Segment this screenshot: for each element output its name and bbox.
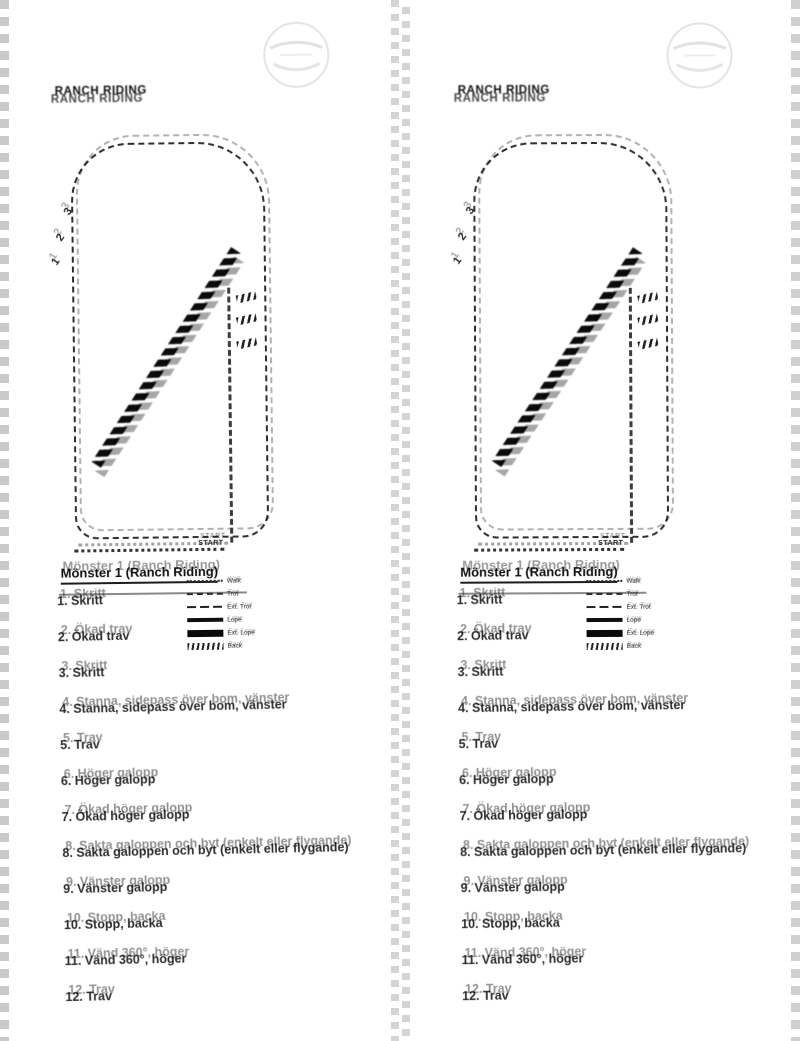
maneuver-item: 10. Stopp, backa — [63, 916, 163, 933]
page-right — [400, 0, 800, 1041]
legend-row — [586, 575, 702, 586]
legend-sample-walk — [187, 580, 223, 582]
seal-icon — [260, 18, 333, 91]
path-marker: 1 — [451, 254, 465, 267]
maneuver-item: 1. Skritt — [456, 592, 503, 608]
maneuver-item: 2. Ökad trav — [456, 628, 529, 644]
maneuver-item: 10. Stopp, backa — [461, 915, 560, 932]
maneuver-item: 7. Ökad höger galopp — [61, 807, 190, 825]
maneuver-item: 8. Sakta galoppen och byt (enkelt eller flygande) — [62, 840, 349, 861]
embossed-seal-watermark — [260, 18, 333, 91]
maneuver-item: 3. Skritt — [457, 664, 504, 680]
maneuver-item: 6. Höger galopp — [459, 771, 554, 788]
maneuver-item: 11. Vänd 360°, höger — [64, 951, 187, 969]
legend-label: Ext. Lope — [227, 628, 255, 637]
path-marker: 1 — [49, 255, 63, 268]
pattern-header: Mönster 1 (Ranch Riding) — [61, 564, 219, 585]
maneuver-item: 4. Stanna, sidepass över bom, vänster — [59, 697, 287, 717]
maneuver-list — [457, 590, 798, 1027]
start-label: START — [598, 539, 624, 548]
maneuver-item: 8. Sakta galoppen och byt (enkelt eller flygande) — [460, 841, 747, 860]
document-title: RANCH RIDING — [457, 84, 550, 97]
legend-label: Trot — [226, 590, 239, 598]
path-marker: 3 — [463, 204, 478, 217]
legend-label: Walk — [226, 577, 241, 585]
start-dotted-line — [74, 548, 224, 553]
legend-label: Ext. Lope — [626, 629, 655, 637]
legend-label: Trot — [626, 590, 638, 598]
path-marker: 2 — [53, 231, 68, 244]
maneuver-item: 9. Vänster galopp — [63, 879, 168, 897]
legend-label: Walk — [626, 577, 641, 585]
maneuver-item: 12. Trav — [462, 988, 509, 1004]
legend-row — [187, 575, 303, 586]
maneuver-item: 7. Ökad höger galopp — [459, 807, 588, 824]
maneuver-item: 3. Skritt — [58, 665, 105, 681]
start-dotted-line — [474, 548, 624, 552]
path-marker: 3 — [61, 205, 75, 218]
maneuver-item: 2. Ökad trav — [57, 628, 130, 645]
legend-label: Back — [626, 642, 642, 650]
maneuver-item: 5. Trav — [60, 737, 100, 753]
path-marker: 2 — [455, 230, 470, 243]
pattern-header: Mönster 1 (Ranch Riding) — [460, 564, 618, 584]
legend-label: Ext. Trot — [626, 603, 651, 611]
embossed-seal-watermark — [663, 19, 735, 91]
start-label: START — [198, 539, 224, 548]
maneuver-item: 4. Stanna, sidepass över bom, vänster — [457, 698, 686, 716]
pattern-page — [397, 0, 800, 1041]
maneuver-list — [57, 588, 401, 1027]
maneuver-item: 6. Höger galopp — [60, 772, 156, 789]
legend-label: Lope — [227, 615, 242, 624]
maneuver-item: 12. Trav — [65, 989, 113, 1005]
seal-icon — [663, 19, 735, 91]
legend-sample-walk — [586, 580, 622, 582]
legend-label: Lope — [626, 616, 642, 624]
legend-label: Back — [227, 641, 243, 650]
maneuver-item: 5. Trav — [458, 736, 499, 752]
legend-label: Ext. Trot — [227, 602, 252, 611]
maneuver-item: 11. Vänd 360°, höger — [461, 951, 584, 968]
maneuver-item: 1. Skritt — [57, 593, 104, 609]
document-title: RANCH RIDING — [54, 84, 147, 98]
maneuver-item: 9. Vänster galopp — [460, 879, 565, 896]
